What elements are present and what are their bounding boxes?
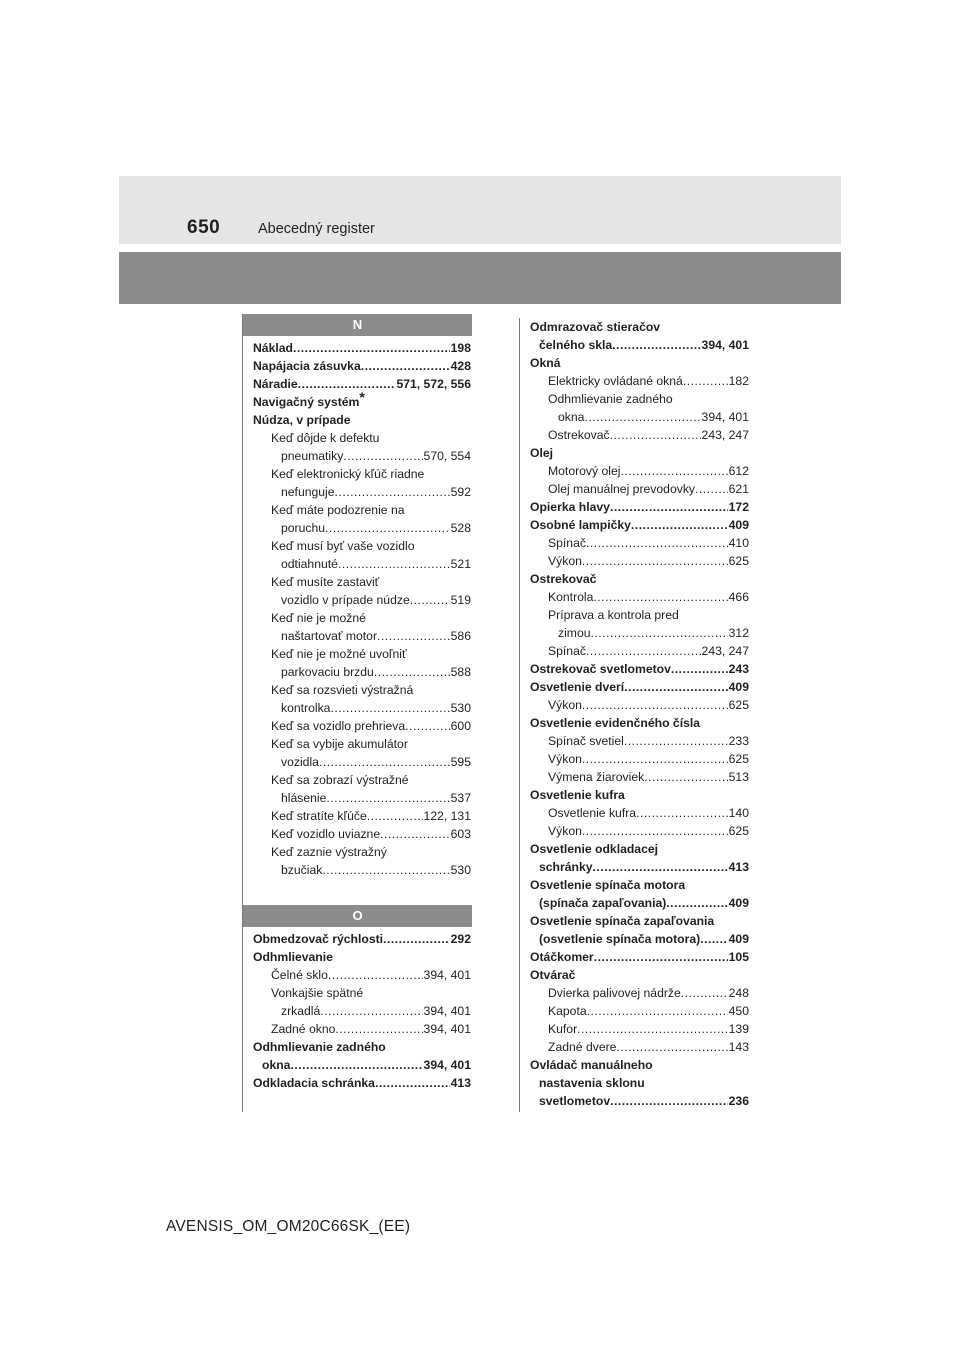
index-entry-text: Keď nie je možné — [271, 611, 366, 625]
index-entry-text: Ostrekovač — [530, 572, 597, 586]
index-entry-text: Kapota — [548, 1004, 587, 1018]
index-entry-page: 243, 247 — [701, 428, 749, 442]
index-entry — [530, 984, 749, 1002]
index-entry — [530, 768, 749, 786]
dot-leader — [582, 696, 728, 714]
dot-leader — [298, 375, 396, 393]
index-entry-page: 122, 131 — [423, 809, 471, 823]
index-entry-text: (spínača zapaľovania) — [539, 896, 667, 910]
index-entry-text: odtiahnuté — [281, 557, 338, 571]
index-entry-text: Výmena žiaroviek — [548, 770, 645, 784]
index-entry-text: Kufor — [548, 1022, 578, 1036]
index-entry — [253, 807, 471, 825]
dot-leader — [293, 339, 450, 357]
index-entry — [253, 429, 471, 447]
index-entry — [530, 876, 749, 894]
dot-leader — [631, 516, 728, 534]
index-column-right — [519, 318, 749, 1112]
dot-leader — [367, 807, 423, 825]
index-entry-text: zimou — [558, 626, 591, 640]
index-entry — [253, 948, 471, 966]
index-entry-page: 409 — [728, 518, 749, 532]
index-entry — [253, 930, 471, 948]
index-entry — [253, 389, 471, 411]
index-entry-text: Ostrekovač svetlometov — [530, 662, 671, 676]
index-entry-text: Olej — [530, 446, 554, 460]
index-entry — [253, 447, 471, 465]
dot-leader — [322, 861, 449, 879]
index-entry-text: Zadné okno — [271, 1022, 336, 1036]
index-entry-text: Okná — [530, 356, 561, 370]
index-entry-page: 172 — [728, 500, 749, 514]
index-entry-text: pneumatiky — [281, 449, 344, 463]
index-entry-text: bzučiak — [281, 863, 323, 877]
index-entry — [530, 426, 749, 444]
dot-leader — [290, 1056, 422, 1074]
index-entry-page: 182 — [728, 374, 749, 388]
dot-leader — [375, 1074, 450, 1092]
index-entry-page: 537 — [450, 791, 471, 805]
dot-leader — [644, 768, 727, 786]
index-entry-text: Odhmlievanie zadného — [253, 1040, 386, 1054]
index-entry-page: 513 — [728, 770, 749, 784]
index-entry-text: Navigačný systém — [253, 395, 360, 409]
index-entry-text: Odmrazovač stieračov — [530, 320, 661, 334]
dot-leader — [695, 480, 728, 498]
index-entry-page: 612 — [728, 464, 749, 478]
dot-leader — [377, 627, 450, 645]
index-entry — [253, 735, 471, 753]
dot-leader — [410, 591, 450, 609]
index-entry-text: Otáčkomer — [530, 950, 594, 964]
index-entry — [253, 555, 471, 573]
index-entry-page: 519 — [450, 593, 471, 607]
index-entry — [530, 408, 749, 426]
index-entry-text: Výkon — [548, 752, 582, 766]
index-entry-page: 394, 401 — [423, 968, 471, 982]
dot-leader — [610, 426, 701, 444]
index-entry — [530, 516, 749, 534]
index-entry-page: 243 — [728, 662, 749, 676]
dot-leader — [405, 717, 449, 735]
dot-leader — [374, 663, 450, 681]
index-entry — [253, 681, 471, 699]
index-entry — [530, 462, 749, 480]
index-entry — [530, 318, 749, 336]
index-entry-page: 140 — [728, 806, 749, 820]
dot-leader — [361, 357, 450, 375]
index-entry-text: Kontrola — [548, 590, 594, 604]
index-entry — [530, 948, 749, 966]
dot-leader — [577, 1020, 728, 1038]
index-entry — [530, 372, 749, 390]
index-entry-text: Núdza, v prípade — [253, 413, 351, 427]
index-entry-page: 413 — [450, 1076, 471, 1090]
index-entry-text: Keď stratíte kľúče — [271, 809, 367, 823]
index-entry-page: 586 — [450, 629, 471, 643]
index-entry-text: Odhmlievanie zadného — [548, 392, 673, 406]
index-entry-text: Výkon — [548, 824, 582, 838]
index-entry-text: Spínač — [548, 536, 586, 550]
index-entry-text: Osvetlenie kufra — [548, 806, 637, 820]
dot-leader — [681, 984, 728, 1002]
index-entry-page: 625 — [728, 698, 749, 712]
index-column-left — [242, 314, 471, 1112]
index-entry-page: 248 — [728, 986, 749, 1000]
index-entry — [253, 483, 471, 501]
header-top-band — [119, 176, 841, 244]
dot-leader — [612, 336, 700, 354]
index-entry — [253, 771, 471, 789]
dot-leader — [343, 447, 422, 465]
index-entry — [530, 732, 749, 750]
index-entry-text: Výkon — [548, 698, 582, 712]
index-entry — [530, 1074, 749, 1092]
index-entry-text: čelného skla — [539, 338, 613, 352]
index-entry — [530, 354, 749, 372]
index-entry — [530, 804, 749, 822]
index-entry-page: 394, 401 — [701, 338, 749, 352]
index-entry — [530, 498, 749, 516]
index-entry — [253, 465, 471, 483]
section-letter-n: N — [243, 314, 472, 336]
dot-leader — [666, 894, 727, 912]
dot-leader — [616, 1038, 727, 1056]
index-entry-page: 292 — [450, 932, 471, 946]
index-entry — [253, 1074, 471, 1092]
index-entry-page: 409 — [728, 932, 749, 946]
index-entry — [530, 858, 749, 876]
dot-leader — [586, 642, 701, 660]
index-entry-page: 236 — [728, 1094, 749, 1108]
index-entry-text: vozidla — [281, 755, 319, 769]
index-entry — [253, 825, 471, 843]
index-entry-text: Vonkajšie spätné — [271, 986, 364, 1000]
dot-leader — [319, 753, 450, 771]
dot-leader — [584, 408, 700, 426]
index-entry-text: Ovládač manuálneho — [530, 1058, 653, 1072]
index-entry-text: Čelné sklo — [271, 968, 328, 982]
footnote-star: * — [359, 389, 365, 405]
index-entry-page: 521 — [450, 557, 471, 571]
index-entry — [253, 411, 471, 429]
index-entry-text: okna — [558, 410, 585, 424]
index-entry-text: Spínač svetiel — [548, 734, 624, 748]
index-entry-text: Náklad — [253, 341, 293, 355]
index-entry — [530, 1002, 749, 1020]
index-entry-text: Dvierka palivovej nádrže — [548, 986, 681, 1000]
index-entry — [530, 642, 749, 660]
index-entry-text: Príprava a kontrola pred — [548, 608, 679, 622]
index-entry-text: Odkladacia schránka — [253, 1076, 375, 1090]
index-entry — [530, 1038, 749, 1056]
document-code: AVENSIS_OM_OM20C66SK_(EE) — [166, 1218, 411, 1235]
index-entry-page: 625 — [728, 824, 749, 838]
index-entry — [253, 843, 471, 861]
index-entry-page: 595 — [450, 755, 471, 769]
index-entry-page: 312 — [728, 626, 749, 640]
index-entry — [253, 591, 471, 609]
index-entry — [253, 609, 471, 627]
index-entry — [530, 1020, 749, 1038]
index-entry-page: 625 — [728, 752, 749, 766]
index-entries-o-continued — [520, 318, 749, 1110]
index-entry-page: 394, 401 — [423, 1004, 471, 1018]
index-entry-page: 530 — [450, 701, 471, 715]
index-entry — [530, 606, 749, 624]
index-entry-text: Odhmlievanie — [253, 950, 333, 964]
index-entry-text: Napájacia zásuvka — [253, 359, 361, 373]
index-entry-text: vozidlo v prípade núdze — [281, 593, 410, 607]
dot-leader — [325, 519, 450, 537]
index-entry-text: (osvetlenie spínača motora) — [539, 932, 701, 946]
index-entry — [530, 588, 749, 606]
index-entry-page: 428 — [450, 359, 471, 373]
index-entry-text: Osvetlenie kufra — [530, 788, 625, 802]
dot-leader — [610, 498, 728, 516]
index-entry — [253, 573, 471, 591]
index-entry — [530, 696, 749, 714]
index-entry-text: Keď musíte zastaviť — [271, 575, 380, 589]
dot-leader — [328, 966, 423, 984]
index-entry — [253, 339, 471, 357]
index-entry-page: 243, 247 — [701, 644, 749, 658]
index-entry-page: 625 — [728, 554, 749, 568]
index-entry — [253, 519, 471, 537]
index-entry-text: schránky — [539, 860, 593, 874]
index-entry-text: Obmedzovač rýchlosti — [253, 932, 384, 946]
index-entry-page: 600 — [450, 719, 471, 733]
index-entry-page: 409 — [728, 680, 749, 694]
index-entry — [530, 390, 749, 408]
dot-leader — [671, 660, 728, 678]
dot-leader — [582, 552, 728, 570]
dot-leader — [591, 624, 728, 642]
index-entry-page: 143 — [728, 1040, 749, 1054]
index-entry-page: 105 — [728, 950, 749, 964]
page-number: 650 — [187, 217, 221, 238]
index-entry-page: 603 — [450, 827, 471, 841]
index-entry-text: Motorový olej — [548, 464, 621, 478]
index-entry-page: 394, 401 — [701, 410, 749, 424]
index-entry — [253, 645, 471, 663]
index-entry-text: nefunguje — [281, 485, 335, 499]
dot-leader — [587, 1002, 728, 1020]
index-entry-page: 621 — [728, 482, 749, 496]
index-entry-text: Keď musí byť vaše vozidlo — [271, 539, 415, 553]
dot-leader — [610, 1092, 728, 1110]
dot-leader — [335, 483, 450, 501]
index-entry — [530, 1092, 749, 1110]
index-entries-n — [243, 336, 471, 879]
dot-leader — [380, 825, 450, 843]
index-entry — [253, 699, 471, 717]
index-entry-page: 409 — [728, 896, 749, 910]
index-entry — [253, 663, 471, 681]
dot-leader — [624, 732, 728, 750]
dot-leader — [700, 930, 727, 948]
index-entry-text: naštartovať motor — [281, 629, 378, 643]
index-entry-page: 139 — [728, 1022, 749, 1036]
index-entry — [253, 789, 471, 807]
index-entry-text: Osvetlenie spínača motora — [530, 878, 686, 892]
index-entry — [253, 537, 471, 555]
index-entry-text: okna — [262, 1058, 291, 1072]
index-entry-page: 394, 401 — [423, 1058, 471, 1072]
index-entry-text: Keď máte podozrenie na — [271, 503, 405, 517]
index-entry-page: 410 — [728, 536, 749, 550]
index-entry-text: Keď nie je možné uvoľniť — [271, 647, 407, 661]
index-entry-text: Keď vozidlo uviazne — [271, 827, 381, 841]
index-entry-text: Keď sa zobrazí výstražné — [271, 773, 409, 787]
index-entry — [253, 1038, 471, 1056]
index-entry-text: nastavenia sklonu — [539, 1076, 645, 1090]
index-entry-text: Ostrekovač — [548, 428, 610, 442]
index-entry-text: Spínač — [548, 644, 586, 658]
index-entry — [530, 552, 749, 570]
index-entry — [253, 627, 471, 645]
dot-leader — [594, 948, 728, 966]
index-entry-text: zrkadlá — [281, 1004, 321, 1018]
dot-leader — [335, 1020, 422, 1038]
dot-leader — [624, 678, 727, 696]
index-entry-text: Osobné lampičky — [530, 518, 631, 532]
index-entry-text: Keď sa vybije akumulátor — [271, 737, 408, 751]
header-section-bar — [119, 252, 841, 304]
index-entry-text: svetlometov — [539, 1094, 611, 1108]
index-entry — [530, 570, 749, 588]
index-entry-text: Keď elektronický kľúč riadne — [271, 467, 425, 481]
index-entry — [253, 1020, 471, 1038]
index-entry-text: kontrolka — [281, 701, 331, 715]
index-entry-text: Elektricky ovládané okná — [548, 374, 683, 388]
section-letter-o: O — [243, 905, 472, 927]
index-entry — [530, 444, 749, 462]
index-entry-page: 571, 572, 556 — [396, 377, 471, 391]
index-entry-page: 570, 554 — [423, 449, 471, 463]
index-entry-page: 450 — [728, 1004, 749, 1018]
index-entries-o — [243, 927, 471, 1092]
index-entry — [530, 894, 749, 912]
index-entry — [530, 786, 749, 804]
index-entry-page: 198 — [450, 341, 471, 355]
index-entry-text: Náradie — [253, 377, 298, 391]
dot-leader — [320, 1002, 422, 1020]
dot-leader — [593, 858, 728, 876]
index-entry — [530, 336, 749, 354]
index-entry — [253, 984, 471, 1002]
dot-leader — [620, 462, 727, 480]
index-entry — [253, 861, 471, 879]
index-entry-page: 413 — [728, 860, 749, 874]
dot-leader — [330, 699, 449, 717]
index-entry-page: 528 — [450, 521, 471, 535]
index-entry-text: Opierka hlavy — [530, 500, 610, 514]
index-entry — [253, 501, 471, 519]
dot-leader — [582, 822, 728, 840]
index-entry — [253, 357, 471, 375]
index-entry — [530, 750, 749, 768]
index-entry-text: Zadné dvere — [548, 1040, 617, 1054]
index-entry — [530, 714, 749, 732]
dot-leader — [338, 555, 450, 573]
index-entry — [253, 1002, 471, 1020]
index-entry — [530, 624, 749, 642]
index-entry-text: Keď sa vozidlo prehrieva — [271, 719, 406, 733]
dot-leader — [683, 372, 728, 390]
index-entry — [530, 840, 749, 858]
index-entry-page: 466 — [728, 590, 749, 604]
index-entry — [530, 660, 749, 678]
index-entry — [530, 678, 749, 696]
index-entry — [253, 966, 471, 984]
index-entry-page: 530 — [450, 863, 471, 877]
dot-leader — [383, 930, 450, 948]
index-entry — [530, 912, 749, 930]
index-entry-page: 592 — [450, 485, 471, 499]
index-entry-text: Keď dôjde k defektu — [271, 431, 380, 445]
index-entry — [253, 753, 471, 771]
index-entry-text: Osvetlenie spínača zapaľovania — [530, 914, 715, 928]
index-entry — [530, 930, 749, 948]
dot-leader — [636, 804, 728, 822]
index-entry-page: 233 — [728, 734, 749, 748]
index-entry-page: 588 — [450, 665, 471, 679]
index-entry — [253, 717, 471, 735]
index-entry-text: Keď sa rozsvieti výstražná — [271, 683, 414, 697]
dot-leader — [326, 789, 449, 807]
index-entry — [530, 966, 749, 984]
index-entry — [530, 822, 749, 840]
index-entry — [530, 1056, 749, 1074]
index-entry-text: poruchu — [281, 521, 326, 535]
index-entry-text: Osvetlenie odkladacej — [530, 842, 659, 856]
index-entry-text: Otvárač — [530, 968, 576, 982]
dot-leader — [582, 750, 728, 768]
page-title: Abecedný register — [258, 221, 375, 237]
index-entry — [253, 1056, 471, 1074]
dot-leader — [586, 534, 728, 552]
index-entry-text: hlásenie — [281, 791, 327, 805]
index-entry — [530, 534, 749, 552]
index-entry-text: Osvetlenie dverí — [530, 680, 625, 694]
index-entry-text: parkovaciu brzdu — [281, 665, 374, 679]
index-entry-text: Osvetlenie evidenčného čísla — [530, 716, 701, 730]
index-entry-text: Olej manuálnej prevodovky — [548, 482, 696, 496]
dot-leader — [593, 588, 727, 606]
index-entry-text: Keď zaznie výstražný — [271, 845, 387, 859]
index-entry-text: Výkon — [548, 554, 582, 568]
index-entry — [530, 480, 749, 498]
index-entry-page: 394, 401 — [423, 1022, 471, 1036]
